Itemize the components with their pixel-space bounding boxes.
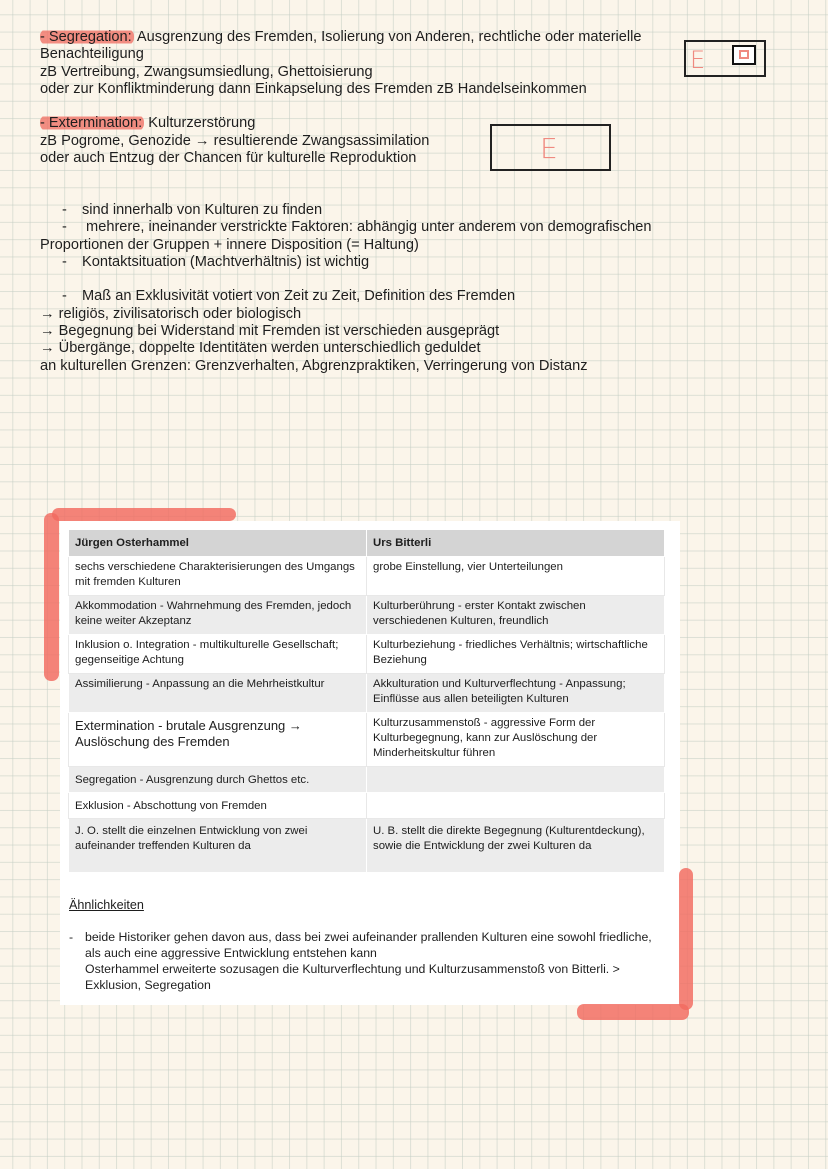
table-cell	[367, 767, 665, 793]
table-cell: Kulturberührung - erster Kontakt zwischen verschiedenen Kulturen, freundlich	[367, 596, 665, 635]
similarities-heading: Ähnlichkeiten	[69, 898, 144, 912]
table-cell: Akkulturation und Kulturverflechtung - Anpassung; Einflüsse aus allen beteiligten Kulturen	[367, 674, 665, 713]
table-cell: Segregation - Ausgrenzung durch Ghettos etc.	[69, 767, 367, 793]
highlight-mark-right	[679, 868, 693, 1010]
table-row	[69, 713, 665, 767]
bullet-3	[40, 254, 700, 271]
table-header-row	[69, 530, 665, 557]
similarities-text-2: Osterhammel erweiterte sozusagen die Kulturverflechtung und Kulturzusammenstoß von Bitterli. > Exklusion, Segregation	[85, 962, 620, 992]
table-cell: Kulturbeziehung - friedliches Verhältnis; wirtschaftliche Beziehung	[367, 635, 665, 674]
bullet-text: Kontaktsituation (Machtverhältnis) ist wichtig	[82, 253, 370, 270]
bullet-text: Maß an Exklusivität votiert von Zeit zu Zeit, Definition des Fremden	[82, 288, 516, 305]
table-cell: Assimilierung - Anpassung an die Mehrheistkultur	[69, 674, 367, 713]
bullet-dash: -	[62, 288, 67, 305]
bullet-text: mehrere, ineinander verstrickte Faktoren: abhängig unter anderem von demografischen	[82, 219, 652, 236]
comparison-table	[68, 529, 665, 873]
table-row	[69, 819, 665, 873]
arrow-line-1: → religiös, zivilisatorisch oder biologisch	[40, 305, 302, 322]
handwritten-notes	[40, 29, 700, 375]
bullet-1	[40, 202, 700, 219]
segregation-term: - Segregation:	[40, 29, 132, 45]
bullet-dash: -	[69, 930, 74, 944]
arrow-line-2: → Begegnung bei Widerstand mit Fremden ist verschieden ausgeprägt	[40, 323, 500, 340]
header-osterhammel: Jürgen Osterhammel	[69, 530, 367, 557]
bullet-2	[40, 219, 700, 236]
segregation-line	[40, 29, 700, 46]
extermination-definition: Kulturzerstörung	[144, 115, 256, 132]
table-cell: Exklusion - Abschottung von Fremden	[69, 793, 367, 819]
segregation-definition: Ausgrenzung des Fremden, Isolierung von Anderen, rechtliche oder materielle	[133, 29, 642, 45]
table-cell: Kulturzusammenstoß - aggressive Form der Kulturbegegnung, kann zur Auslöschung der Minderheitskultur führen	[367, 713, 665, 767]
extermination-examples: zB Pogrome, Genozide → resultierende Zwangsassimilation	[40, 132, 430, 149]
table-cell: sechs verschiedene Charakterisierungen des Umgangs mit fremden Kulturen	[69, 557, 367, 596]
table-row	[69, 674, 665, 713]
table-cell	[367, 793, 665, 819]
highlight-mark-left	[44, 513, 59, 681]
table-row	[69, 596, 665, 635]
bullet-text: sind innerhalb von Kulturen zu finden	[82, 201, 323, 218]
table-cell: grobe Einstellung, vier Unterteilungen	[367, 557, 665, 596]
bullet-dash: -	[62, 201, 67, 218]
bullet-dash: -	[62, 219, 67, 236]
inner-square-icon	[732, 45, 756, 65]
similarities-text: beide Historiker gehen davon aus, dass bei zwei aufeinander prallenden Kulturen eine sowohl friedliche, als auch eine aggressive Entwicklung entstehen kann	[85, 930, 652, 960]
table-cell: U. B. stellt die direkte Begegnung (Kulturentdeckung), sowie die Entwicklung der zwei Kulturen da	[367, 819, 665, 873]
table-row	[69, 557, 665, 596]
header-bitterli: Urs Bitterli	[367, 530, 665, 557]
extermination-term: - Extermination:	[40, 115, 143, 132]
e-letter: E	[690, 46, 706, 74]
arrow-line-3: → Übergänge, doppelte Identitäten werden unterschiedlich geduldet	[40, 340, 481, 357]
e-box-middle	[490, 124, 611, 171]
highlight-mark-bottom	[577, 1004, 689, 1020]
table-cell: Akkommodation - Wahrnehmung des Fremden, jedoch keine weiter Akzeptanz	[69, 596, 367, 635]
table-cell: J. O. stellt die einzelnen Entwicklung von zwei aufeinander treffenden Kulturen da	[69, 819, 367, 873]
table-cell: Inklusion o. Integration - multikulturelle Gesellschaft; gegenseitige Achtung	[69, 635, 367, 674]
segregation-line4: oder zur Konfliktminderung dann Einkapselung des Fremden zB Handelseinkommen	[40, 80, 587, 97]
bullet-4	[40, 288, 700, 305]
table-row	[69, 767, 665, 793]
e-box-top-right	[684, 40, 766, 77]
e-letter: E	[540, 132, 558, 165]
highlight-mark-top	[52, 508, 236, 521]
comparison-card	[60, 521, 680, 1005]
cultural-borders-line: an kulturellen Grenzen: Grenzverhalten, Abgrenzpraktiken, Verringerung von Distanz	[40, 357, 588, 374]
segregation-examples: zB Vertreibung, Zwangsumsiedlung, Ghettoisierung	[40, 63, 373, 80]
table-cell: Extermination - brutale Ausgrenzung → Auslöschung des Fremden	[69, 713, 367, 767]
table-row	[69, 635, 665, 674]
table-row	[69, 793, 665, 819]
bullet-dash: -	[62, 253, 67, 270]
bullet-2-cont: Proportionen der Gruppen + innere Disposition (= Haltung)	[40, 236, 419, 253]
extermination-line3: oder auch Entzug der Chancen für kulturelle Reproduktion	[40, 150, 417, 167]
segregation-line2: Benachteiligung	[40, 46, 144, 63]
similarities-item	[69, 929, 669, 993]
